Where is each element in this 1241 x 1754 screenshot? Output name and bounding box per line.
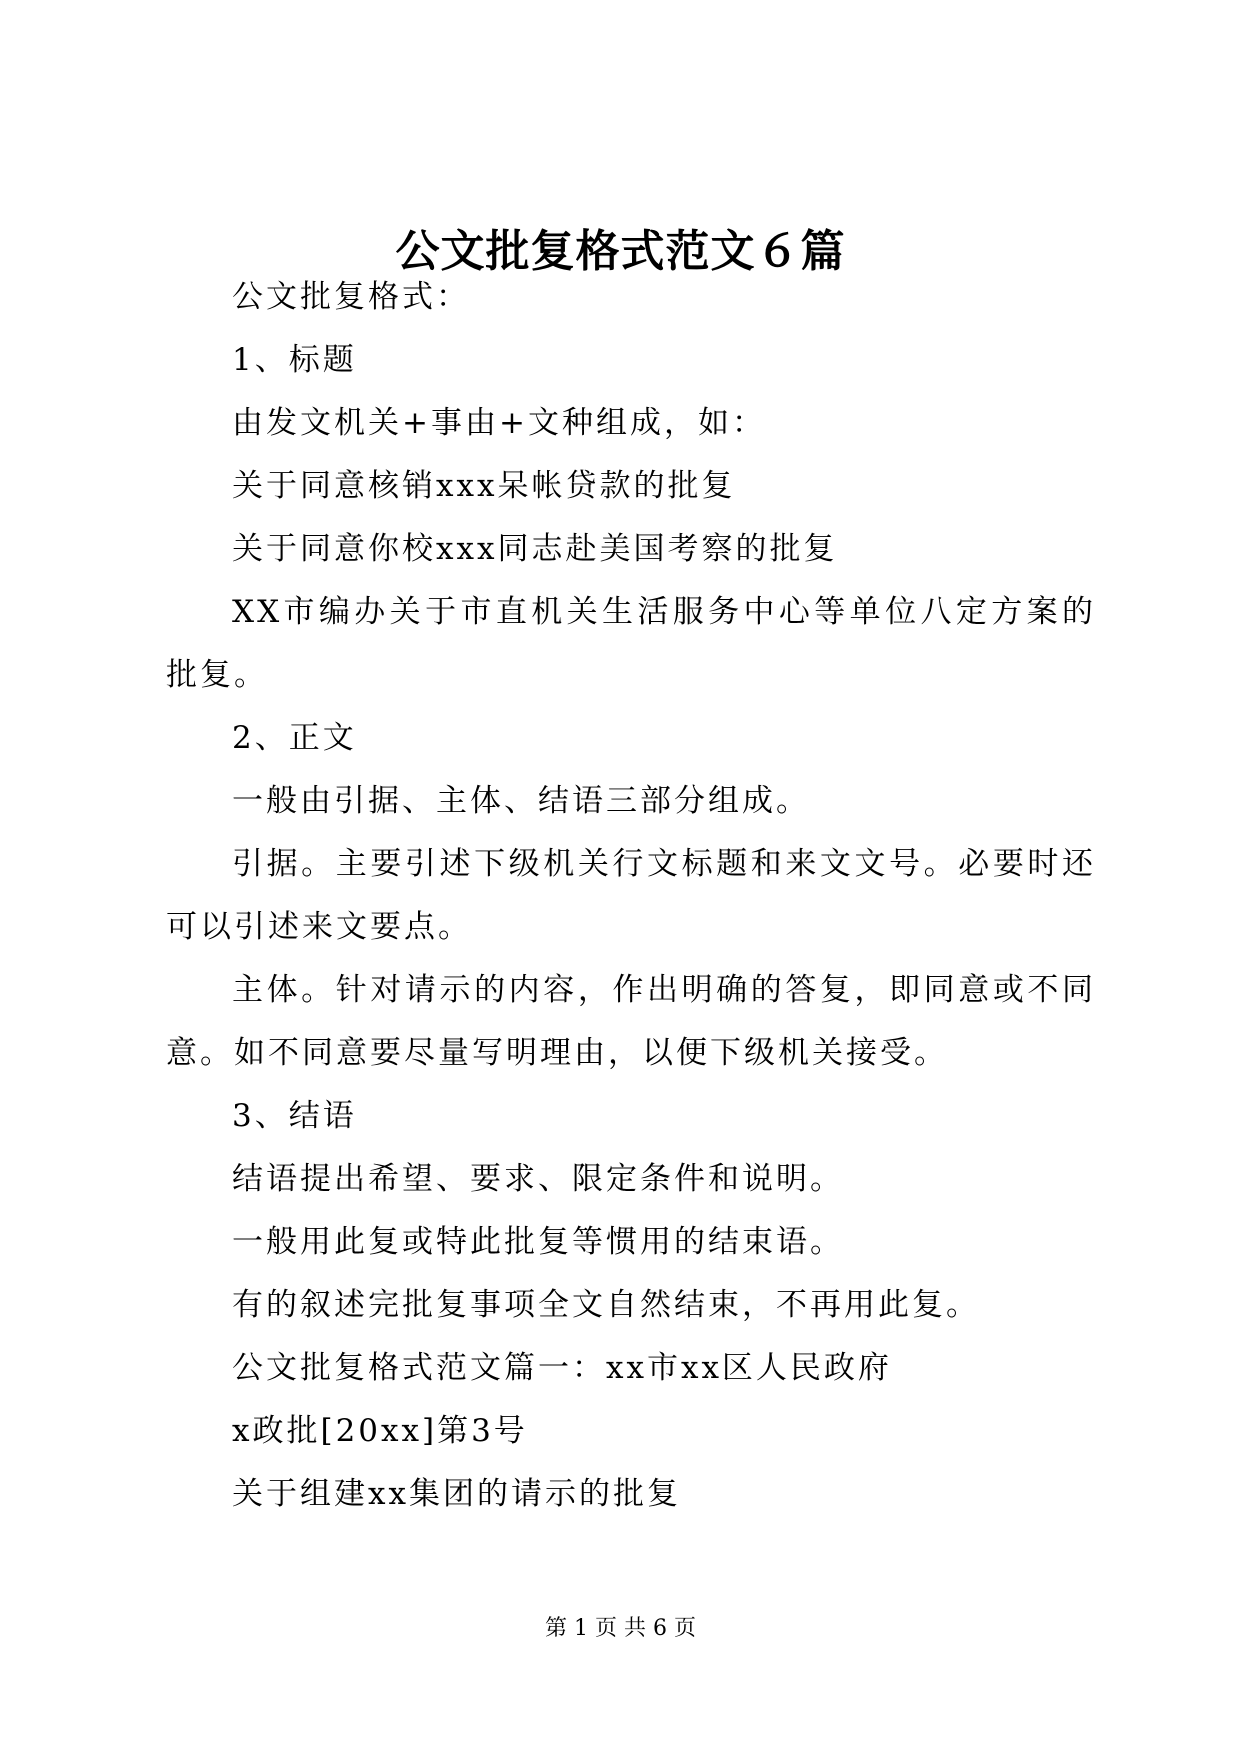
example-title: 关于同意核销xxx呆帐贷款的批复 [232,468,736,504]
example-title: 关于同意你校xxx同志赴美国考察的批复 [232,531,838,567]
section-heading: 2、正文 [232,720,357,756]
section-heading: 3、结语 [232,1098,357,1134]
sample-title: 关于组建xx集团的请示的批复 [232,1476,681,1512]
paragraph: 结语提出希望、要求、限定条件和说明。 [232,1161,844,1197]
sample-heading: 公文批复格式范文篇一：xx市xx区人民政府 [232,1350,892,1386]
example-title: XX市编办关于市直机关生活服务中心等单位八定方案的批复。 [166,594,1096,693]
paragraph: 有的叙述完批复事项全文自然结束，不再用此复。 [232,1287,980,1323]
document-title: 公文批复格式范文６篇 [395,226,846,277]
paragraph: 由发文机关+事由+文种组成，如： [232,405,766,441]
paragraph: 主体。针对请示的内容，作出明确的答复，即同意或不同意。如不同意要尽量写明理由，以便下级机关接受。 [166,972,1096,1071]
paragraph: 公文批复格式： [232,279,470,315]
paragraph: 一般用此复或特此批复等惯用的结束语。 [232,1224,844,1260]
page-footer: 第 1 页 共 6 页 [545,1616,696,1641]
section-heading: 1、标题 [232,342,357,378]
paragraph: 一般由引据、主体、结语三部分组成。 [232,783,810,819]
document-number: x政批[20xx]第3号 [232,1413,528,1449]
paragraph: 引据。主要引述下级机关行文标题和来文文号。必要时还可以引述来文要点。 [166,846,1096,945]
document-body [166,266,1096,1526]
